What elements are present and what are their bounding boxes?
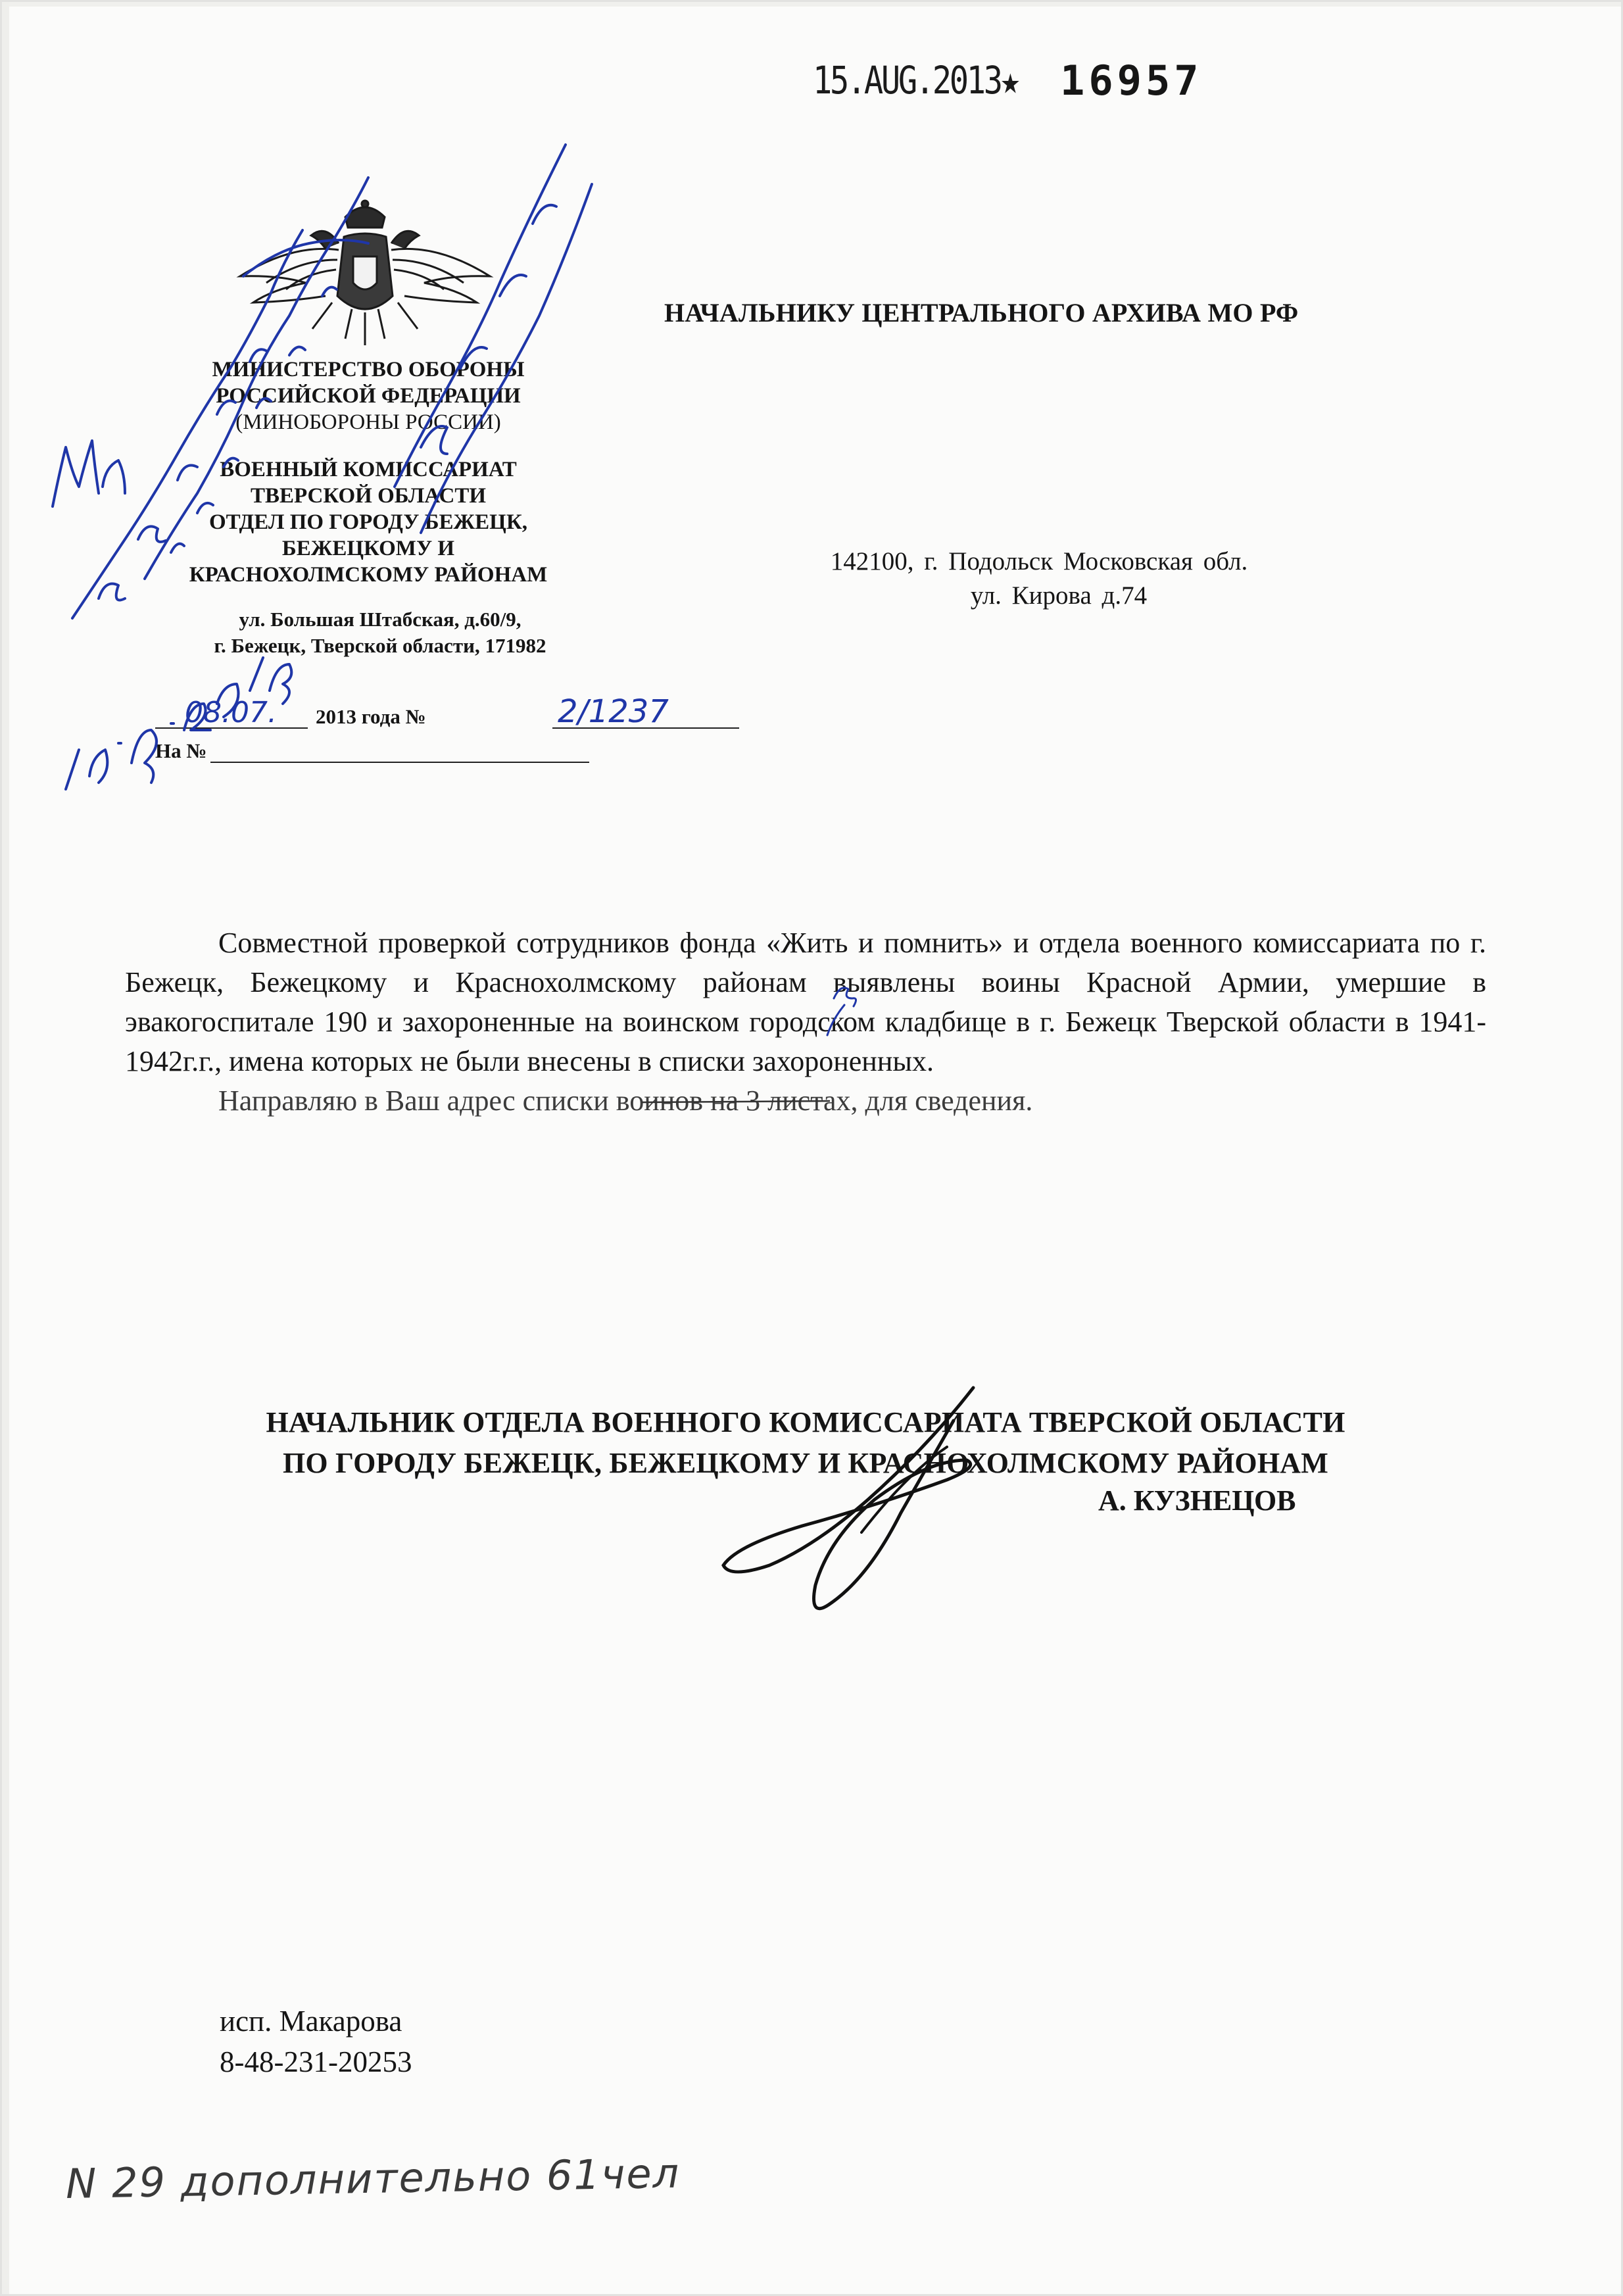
sender-ministry: МИНИСТЕРСТВО ОБОРОНЫ <box>212 358 525 381</box>
signatory-name: А. КУЗНЕЦОВ <box>1098 1484 1296 1517</box>
addressee-city: 142100, г. Подольск Московская обл. <box>830 547 1248 575</box>
letter-body <box>125 923 1486 1121</box>
body-paragraph-2: Направляю в Ваш адрес списки воинов на 3 листах, для сведения. <box>218 1085 1033 1117</box>
sender-commissariat: ВОЕННЫЙ КОМИССАРИАТ <box>220 458 517 481</box>
sender-department: ОТДЕЛ ПО ГОРОДУ БЕЖЕЦК, <box>208 510 528 534</box>
sender-street: ул. Большая Штабская, д.60/9, <box>239 608 521 631</box>
executor-phone: 8-48-231-20253 <box>220 2045 412 2078</box>
signatory-title-line-2: ПО ГОРОДУ БЕЖЕЦК, БЕЖЕЦКОМУ И КРАСНОХОЛМСКОМУ РАЙОНАМ <box>283 1447 1328 1479</box>
sender-short-name: (МИНОБОРОНЫ РОССИИ) <box>235 410 501 434</box>
handwritten-signature-icon <box>710 1368 1026 1631</box>
signatory-title-line-1: НАЧАЛЬНИК ОТДЕЛА ВОЕННОГО КОМИССАРИАТА ТВЕРСКОЙ ОБЛАСТИ <box>266 1406 1345 1438</box>
addressee-title: НАЧАЛЬНИКУ ЦЕНТРАЛЬНОГО АРХИВА МО РФ <box>664 298 1299 328</box>
outgoing-year-label: 2013 года № <box>316 705 426 728</box>
sender-district: БЕЖЕЦКОМУ И <box>281 537 455 560</box>
executor-block <box>220 2001 412 2082</box>
addressee-street: ул. Кирова д.74 <box>970 581 1148 610</box>
handwritten-bottom-note: N 29 дополнительно 61чел <box>65 2149 681 2208</box>
sender-city: г. Бежецк, Тверской области, 171982 <box>214 634 546 657</box>
body-paragraph-1: Совместной проверкой сотрудников фонда «Жить и помнить» и отдела военного комиссариата по г. Бежецк, Бежецкому и Краснохолмскому районам выявлены воины Красной Армии, умершие в эвакогоспитале 190 и захороненные на воинском городском кладбище в г. Бежецк Тверской области в 1941-1942г.г., имена которых не были внесены в списки захороненных. <box>125 927 1486 1077</box>
reference-label: На № <box>155 739 207 762</box>
incoming-stamp-date: 15.AUG.2013★ <box>813 58 1018 103</box>
sender-region: ТВЕРСКОЙ ОБЛАСТИ <box>250 484 487 508</box>
executor-name: исп. Макарова <box>220 2005 402 2038</box>
handwritten-outgoing-number: 2/1237 <box>558 693 669 730</box>
handwritten-outgoing-date: 08.07. <box>185 696 277 729</box>
sender-districts: КРАСНОХОЛМСКОМУ РАЙОНАМ <box>189 563 548 587</box>
addressee-address <box>664 545 1414 613</box>
incoming-stamp-number: 16957 <box>1060 57 1203 105</box>
handwritten-margin-note-icon <box>26 79 618 842</box>
sender-federation: РОССИЙСКОЙ ФЕДЕРАЦИИ <box>216 384 521 408</box>
